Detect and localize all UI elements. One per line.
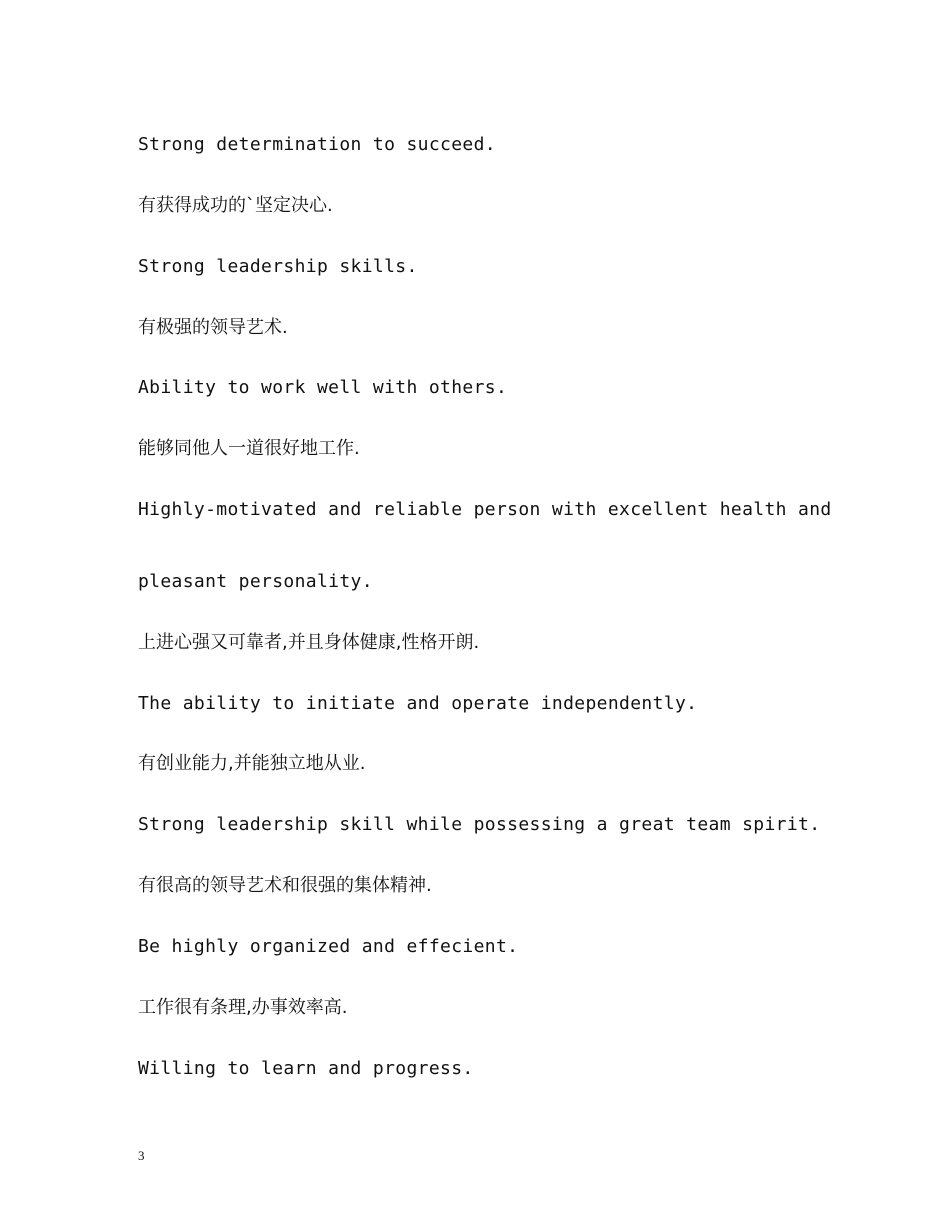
text-line: Highly-motivated and reliable person with excellent health and bbox=[138, 499, 832, 520]
text-line: Willing to learn and progress. bbox=[138, 1058, 474, 1079]
text-line: pleasant personality. bbox=[138, 571, 373, 592]
text-line: Be highly organized and effecient. bbox=[138, 936, 519, 957]
text-line: The ability to initiate and operate independently. bbox=[138, 693, 698, 714]
text-line: 上进心强又可靠者,并且身体健康,性格开朗. bbox=[138, 632, 480, 653]
text-line: 有创业能力,并能独立地从业. bbox=[138, 753, 366, 774]
page-number: 3 bbox=[138, 1148, 145, 1163]
text-line: Strong determination to succeed. bbox=[138, 134, 496, 155]
text-line: 工作很有条理,办事效率高. bbox=[138, 997, 348, 1018]
text-line: Ability to work well with others. bbox=[138, 377, 508, 398]
text-line: Strong leadership skills. bbox=[138, 256, 418, 277]
text-line: 有极强的领导艺术. bbox=[138, 317, 288, 338]
text-line: 能够同他人一道很好地工作. bbox=[138, 438, 360, 459]
text-line: Strong leadership skill while possessing a great team spirit. bbox=[138, 814, 821, 835]
text-line: 有获得成功的`坚定决心. bbox=[138, 195, 333, 216]
text-line: 有很高的领导艺术和很强的集体精神. bbox=[138, 875, 432, 896]
